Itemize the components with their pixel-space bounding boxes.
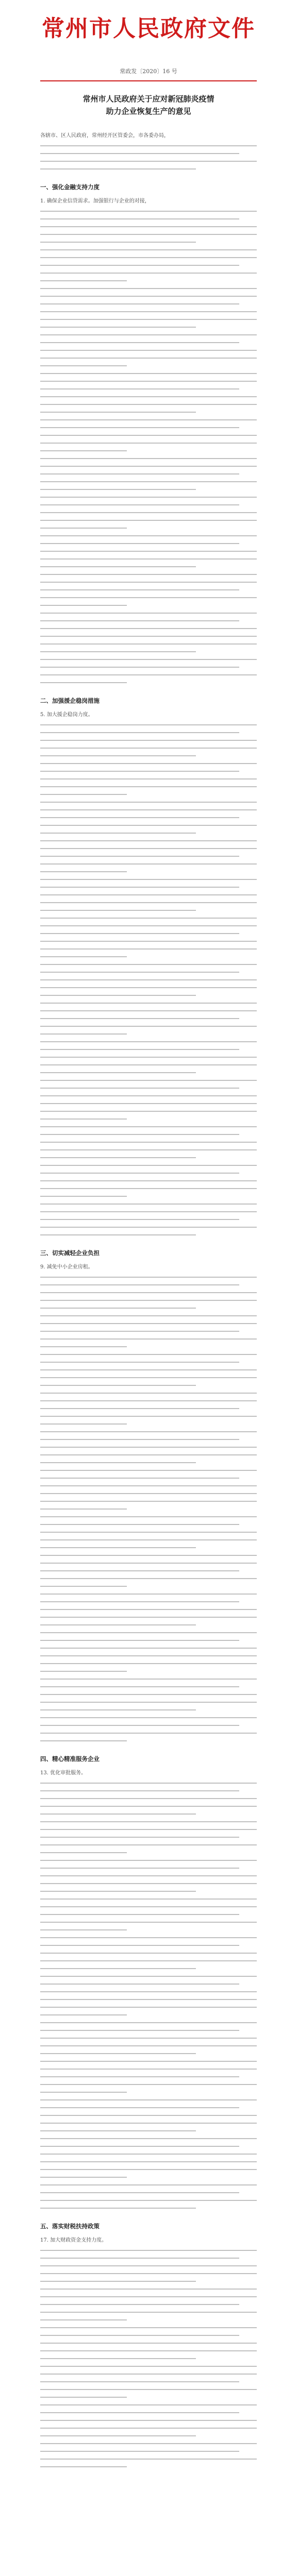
section-body xyxy=(40,1783,257,2209)
section-first-line: 5. 加大援企稳岗力度。 xyxy=(40,712,93,718)
title-line-2: 助力企业恢复生产的意见 xyxy=(106,107,191,116)
section-2 xyxy=(40,697,257,1235)
section-heading: 一、强化金融支持力度 xyxy=(40,183,100,191)
intro-paragraph xyxy=(40,145,257,170)
section-body xyxy=(40,2250,257,2467)
section-first-line: 13. 优化审批服务。 xyxy=(40,1770,87,1776)
section-first-line: 9. 减免中小企业房租。 xyxy=(40,1264,93,1270)
section-body xyxy=(40,1277,257,1741)
intro xyxy=(40,131,257,170)
section-first-line: 1. 确保企业信贷需求。加强银行与企业的对接， xyxy=(40,198,150,204)
masthead: 常州市人民政府文件 xyxy=(42,15,255,42)
section-heading: 五、落实财税扶持政策 xyxy=(40,2223,100,2230)
section-body xyxy=(40,724,257,1235)
section-3 xyxy=(40,1249,257,1741)
section-heading: 二、加强援企稳岗措施 xyxy=(40,697,100,704)
salutation: 各辖市、区人民政府，常州经开区管委会，市各委办局， xyxy=(40,133,169,139)
section-5 xyxy=(40,2222,257,2467)
document-number: 常政发〔2020〕16 号 xyxy=(120,68,177,75)
section-heading: 三、切实减轻企业负担 xyxy=(40,1249,100,1257)
section-body xyxy=(40,211,257,683)
document-title xyxy=(40,93,257,117)
section-4 xyxy=(40,1755,257,2209)
section-heading: 四、精心精准服务企业 xyxy=(40,1755,100,1762)
masthead-red-rule xyxy=(40,80,257,81)
section-1 xyxy=(40,183,257,683)
section-first-line: 17. 加大财政资金支持力度。 xyxy=(40,2238,107,2243)
title-line-1: 常州市人民政府关于应对新冠肺炎疫情 xyxy=(82,94,214,104)
